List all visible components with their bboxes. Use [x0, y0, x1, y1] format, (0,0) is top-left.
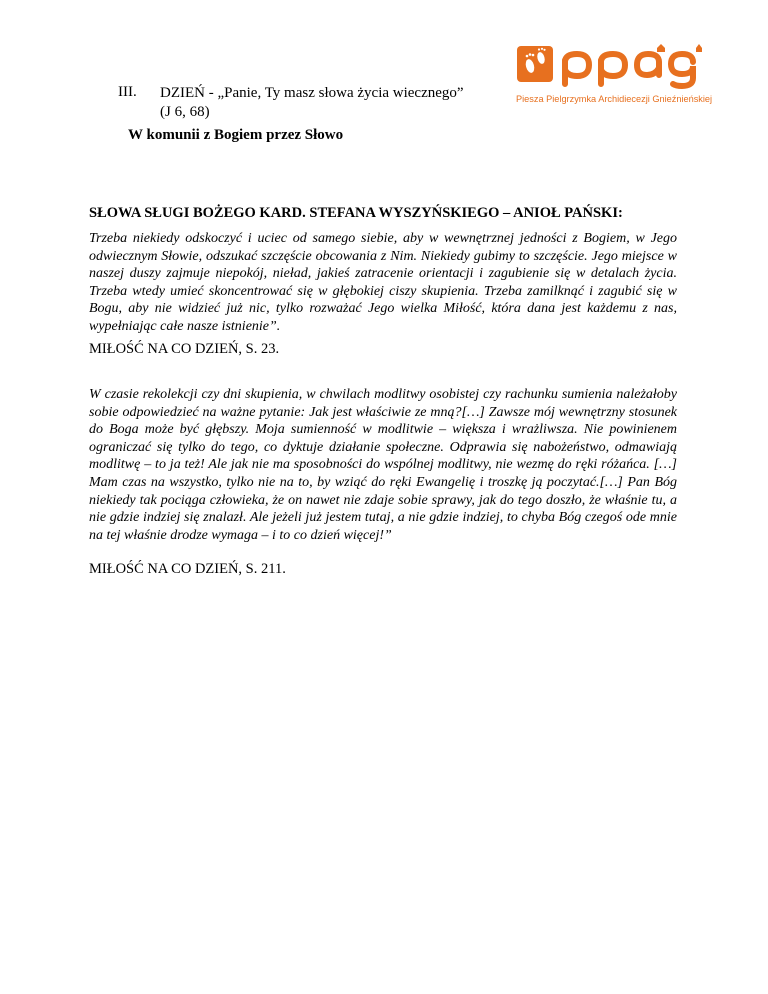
- quote-1: Trzeba niekiedy odskoczyć i uciec od samego siebie, aby w wewnętrznej jedności z Bogiem, w Jego odwiecznym Słowie, odszukać szczęście obcowania z Nim. Niekiedy gubimy to szczęście. Jego miejsce w naszej duszy zajmuje niepokój, nieład, jakieś zatracenie orientacji i zagubienie się w detalach życia. Trzeba wtedy umieć skoncentrować się w głębokiej ciszy skupienia. Trzeba zamilknąć i zagubić się w Bogu, aby nie widzieć już nic, tylko rozważać Jego wielka Miłość, która dana jest każdemu z nas, wypełniając całe nasze istnienie”.: [89, 231, 677, 334]
- chapter-number: III.: [118, 84, 137, 100]
- logo-square: [517, 46, 553, 82]
- quote-1-source: MIŁOŚĆ NA CO DZIEŃ, S. 23.: [89, 341, 280, 357]
- chapter-title-block: [160, 84, 500, 122]
- chapter-title: DZIEŃ - „Panie, Ty masz słowa życia wiecznego”: [160, 85, 464, 101]
- logo-lettering: [565, 54, 693, 86]
- section-heading: SŁOWA SŁUGI BOŻEGO KARD. STEFANA WYSZYŃSKIEGO – ANIOŁ PAŃSKI:: [89, 205, 623, 221]
- quote-2-source: MIŁOŚĆ NA CO DZIEŃ, S. 211.: [89, 561, 286, 577]
- chapter-subtitle: W komunii z Bogiem przez Słowo: [128, 127, 344, 143]
- quote-2: W czasie rekolekcji czy dni skupienia, w chwilach modlitwy osobistej czy rachunku sumienia należałoby sobie odpowiedzieć na ważne pytanie: Jak jest właściwie ze mną?[…] Zawsze mój wewnętrzny stosunek do Boga może być głębszy. Moja sumienność w modlitwie – większa i wrażliwsza. Nie powinienem ograniczać się tylko do tego, co dyktuje działanie społeczne. Odprawia się nabożeństwo, odmawiają modlitwę – to ja też! Ale jak nie ma sposobności do wspólnej modlitwy, nie wezmę do ręki różańca. […] Mam czas na wszystko, tylko nie na to, by wziąć do ręki Ewangelię i troszkę ją poczytać.[…] Pan Bóg niekiedy tak pociąga człowieka, że on nawet nie zdaje sobie sprawy, jak do tego doszło, że właśnie tu, a nie gdzie indziej się znalazł. Ale jeżeli już jestem tutaj, a nie gdzie indziej, to chyba Bóg czegoś ode mnie na tej właśnie drodze wymaga – i to co dzień więcej!”: [89, 387, 677, 543]
- bible-reference: (J 6, 68): [160, 104, 210, 120]
- logo-caption: Piesza Pielgrzymka Archidiecezji Gnieźnieńskiej: [516, 94, 713, 104]
